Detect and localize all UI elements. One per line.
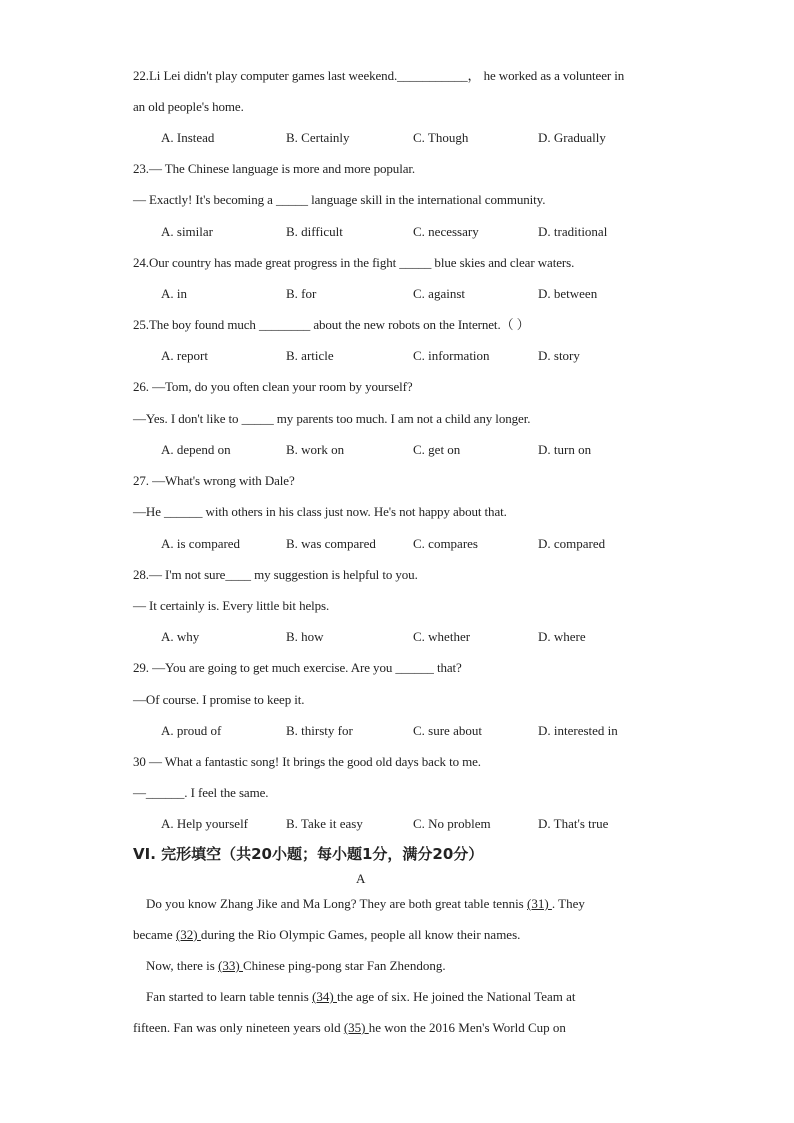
option-c[interactable]: C. compares	[413, 536, 478, 551]
option-d[interactable]: D. between	[538, 286, 598, 301]
question-22-line-2: an old people's home.	[133, 99, 244, 114]
option-b[interactable]: B. difficult	[286, 224, 343, 239]
blank-33[interactable]: (33)	[218, 958, 244, 973]
option-a[interactable]: A. depend on	[161, 442, 231, 457]
option-a[interactable]: A. similar	[161, 224, 213, 239]
question-30-line-2: —______. I feel the same.	[133, 785, 269, 800]
option-d[interactable]: D. Gradually	[538, 130, 606, 145]
option-b[interactable]: B. thirsty for	[286, 723, 353, 738]
option-a[interactable]: A. report	[161, 348, 208, 363]
question-26-line-2: —Yes. I don't like to _____ my parents too much. I am not a child any longer.	[133, 411, 531, 426]
passage-line-5: fifteen. Fan was only nineteen years old (35) he won the 2016 Men's World Cup on	[133, 1020, 566, 1035]
option-b[interactable]: B. Certainly	[286, 130, 350, 145]
blank-34[interactable]: (34)	[312, 989, 337, 1004]
question-30-line-1: 30 — What a fantastic song! It brings the good old days back to me.	[133, 754, 481, 769]
option-b[interactable]: B. for	[286, 286, 317, 301]
passage-line-2: became (32) during the Rio Olympic Games, people all know their names.	[133, 927, 521, 942]
option-a[interactable]: A. Help yourself	[161, 816, 249, 831]
option-a[interactable]: A. is compared	[161, 536, 241, 551]
question-27-line-1: 27. —What's wrong with Dale?	[133, 473, 295, 488]
option-a[interactable]: A. in	[161, 286, 187, 301]
option-a[interactable]: A. Instead	[161, 130, 215, 145]
option-a[interactable]: A. why	[161, 629, 200, 644]
option-d[interactable]: D. story	[538, 348, 580, 363]
option-c[interactable]: C. sure about	[413, 723, 482, 738]
option-d[interactable]: D. turn on	[538, 442, 592, 457]
option-c[interactable]: C. against	[413, 286, 465, 301]
option-c[interactable]: C. No problem	[413, 816, 491, 831]
question-24-line-1: 24.Our country has made great progress in the fight _____ blue skies and clear waters.	[133, 255, 575, 270]
question-28-line-1: 28.— I'm not sure____ my suggestion is helpful to you.	[133, 567, 418, 582]
option-d[interactable]: D. traditional	[538, 224, 608, 239]
question-29-line-1: 29. —You are going to get much exercise. Are you ______ that?	[133, 660, 462, 675]
passage-line-1: Do you know Zhang Jike and Ma Long? They are both great table tennis (31) . They	[146, 896, 585, 911]
option-d[interactable]: D. That's true	[538, 816, 609, 831]
question-27-line-2: —He ______ with others in his class just now. He's not happy about that.	[133, 504, 507, 519]
option-c[interactable]: C. get on	[413, 442, 461, 457]
option-d[interactable]: D. compared	[538, 536, 606, 551]
blank-35[interactable]: (35)	[343, 1020, 369, 1035]
passage-line-4: Fan started to learn table tennis (34) the age of six. He joined the National Team at	[146, 989, 576, 1004]
option-b[interactable]: B. Take it easy	[286, 816, 363, 831]
option-c[interactable]: C. information	[413, 348, 490, 363]
option-b[interactable]: B. how	[286, 629, 324, 644]
option-c[interactable]: C. whether	[413, 629, 471, 644]
option-c[interactable]: C. Though	[413, 130, 469, 145]
question-23-line-1: 23.— The Chinese language is more and more popular.	[133, 161, 416, 176]
question-23-line-2: — Exactly! It's becoming a _____ language skill in the international community.	[133, 192, 546, 207]
option-b[interactable]: B. was compared	[286, 536, 376, 551]
option-a[interactable]: A. proud of	[161, 723, 222, 738]
blank-31[interactable]: (31)	[527, 896, 552, 911]
option-b[interactable]: B. work on	[286, 442, 345, 457]
passage-line-3: Now, there is (33) Chinese ping-pong star Fan Zhendong.	[146, 958, 446, 973]
option-d[interactable]: D. interested in	[538, 723, 618, 738]
option-d[interactable]: D. where	[538, 629, 586, 644]
question-28-line-2: — It certainly is. Every little bit helps.	[133, 598, 330, 613]
option-c[interactable]: C. necessary	[413, 224, 479, 239]
question-25-line-1: 25.The boy found much ________ about the new robots on the Internet.（ ）	[133, 317, 530, 332]
question-26-line-1: 26. —Tom, do you often clean your room by yourself?	[133, 379, 413, 394]
option-b[interactable]: B. article	[286, 348, 334, 363]
question-29-line-2: —Of course. I promise to keep it.	[133, 692, 305, 707]
question-22-line-1: 22.Li Lei didn't play computer games last weekend.___________， he worked as a volunteer in	[133, 68, 625, 83]
section-heading: VI. 完形填空（共20小题；每小题1分，满分20分）	[133, 845, 484, 863]
passage-part-label: A	[356, 871, 366, 886]
blank-32[interactable]: (32)	[175, 927, 201, 942]
